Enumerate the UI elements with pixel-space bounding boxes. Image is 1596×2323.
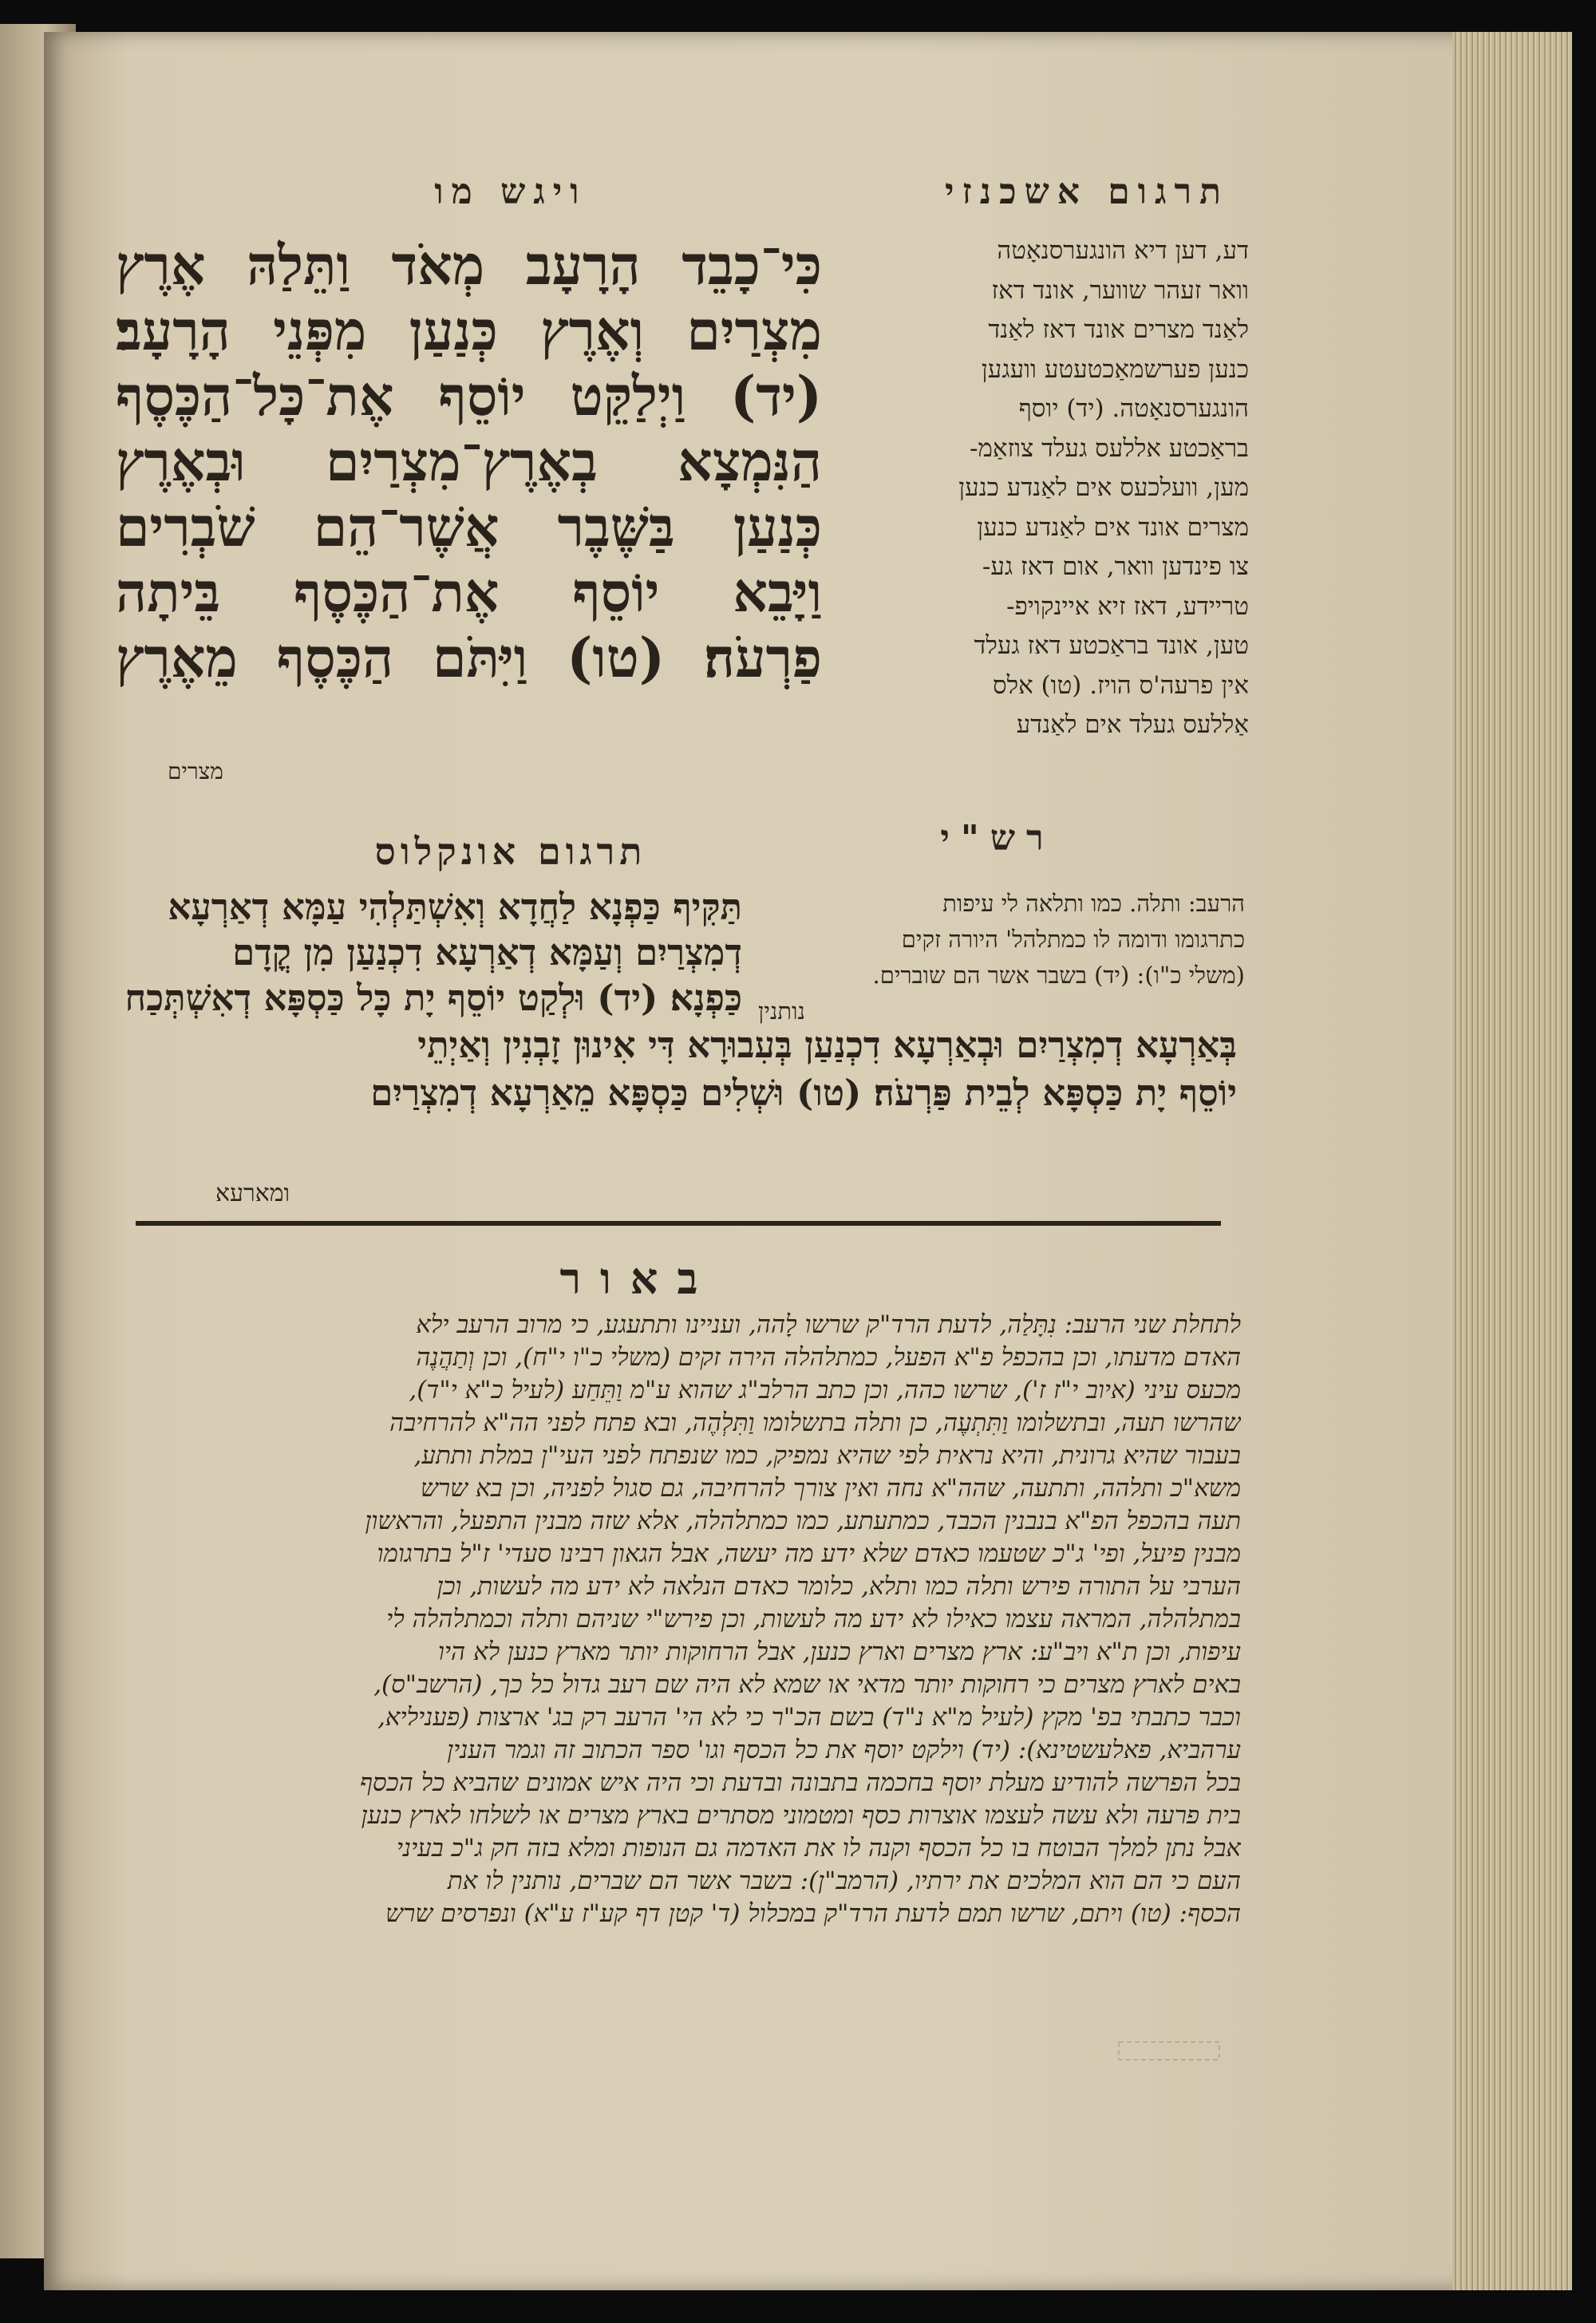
- biur-line: מבנין פיעל, ופי' ג"כ שטעמו כאדם שלא ידע מה יעשה, אבל הגאון רבינו סעדי' ז"ל בתרגומו: [377, 1539, 1241, 1568]
- biur-line: תעה בהכפל הפ"א בנבנין הכבד, כמתעתע, כמו כמתלהלה, אלא שזה מבנין התפעל, והראשון: [365, 1507, 1241, 1535]
- rashi-line: הרעב: ותלה. כמו ותלאה לי עיפות: [942, 890, 1245, 917]
- catchword: מצרים: [168, 758, 223, 784]
- onkelos-title: תרגום אונקלוס: [374, 830, 647, 873]
- biur-line: בית פרעה ולא עשה לעצמו אוצרות כסף ומטמוני מסתרים בארץ מצרים או לשלחו לארץ כנען: [361, 1801, 1241, 1830]
- hebrew-line: כִּי־כָבֵד הָרָעָב מְאֹד וַתֵּלַהּ אֶרֶץ: [116, 234, 822, 298]
- hebrew-torah-text: [116, 233, 822, 691]
- biur-line: ערהביא, פאלעשטינא): (יד) וילקט יוסף את כל הכסף וגו' ספר הכתוב זה וגמר הענין: [447, 1736, 1241, 1764]
- onkelos-line: תַּקִּיף כַּפְנָא לַחֲדָא וְאִשְׁתַּלְהִי עַמָּא דְאַרְעָא: [168, 886, 742, 928]
- biur-line: שהרשו תעה, ובתשלומו וַתִּתְעֶה, כן ותלה בתשלומו וַתִּלְהֶה, ובא פתח לפני הה"א להרחיבה: [389, 1408, 1241, 1437]
- yiddish-line: אַללעס געלד אים לאַנדע: [1016, 710, 1249, 739]
- onkelos-line: דְמִצְרַיִם וְעַמָּא דְאַרְעָא דִכְנַעַן מִן קֳדָם: [232, 931, 742, 974]
- yiddish-line: וואר זעהר שווער, אונד דאז: [991, 275, 1249, 305]
- hebrew-line: (יד) וַיְלַקֵּט יוֹסֵף אֶת־כָּל־הַכֶּסֶף: [116, 365, 822, 429]
- hebrew-line: פַרְעֹה׃ (טו) וַיִּתֹּם הַכֶּסֶף מֵאֶרֶץ: [116, 626, 822, 690]
- yiddish-line: אין פרעה'ס הויז. (טו) אלס: [992, 670, 1249, 700]
- biur-line: אבל נתן למלך הבוטח בו כל הכסף וקנה לו את האדמה גם הנופות ומלא בזה חק ג"כ בעיני: [396, 1834, 1241, 1863]
- yiddish-line: טען, אונד בראַכטע דאז געלד: [974, 631, 1249, 660]
- onkelos-text: [120, 884, 742, 1021]
- faded-stamp: [1117, 2039, 1221, 2063]
- biur-line: עיפות, וכן ת"א ויב"ע: ארץ מצרים וארץ כנען, אבל הרחוקות יותר מארץ כנען לא היו: [437, 1638, 1241, 1666]
- hebrew-line: כְּנַעַן בַּשֶּׁבֶר אֲשֶׁר־הֵם שֹׁבְרִים: [116, 496, 822, 559]
- rashi-line: (משלי כ"ו): (יד) בשבר אשר הם שוברים.: [872, 962, 1245, 989]
- biur-line: בכל הפרשה להודיע מעלת יוסף בחכמה בתבונה ובדעת וכי היה איש אמונים שהביא כל הכסף: [359, 1768, 1241, 1797]
- biur-line: האדם מדעתו, וכן בהכפל פ"א הפעל, כמתלהלה הירה זקים (משלי כ"ו י"ח), וכן וְתַהֲנֶה: [416, 1343, 1241, 1372]
- biur-line: העם כי הם הוא המלכים את ירתיו, (הרמב"ן): בשבר אשר הם שברים, נותנין לו את: [447, 1867, 1241, 1895]
- biur-line: באים לארץ מצרים כי רחוקות יותר מדאי או שמא לא היה שם רעב גדול כל כך, (הרשב"ס),: [373, 1670, 1241, 1699]
- onkelos-line: כַּפְנָא׃ (יד) וּלְקַט יוֹסֵף יָת כָּל כַּסְפָּא דְאִשְׁתְּכַח: [124, 977, 742, 1019]
- yiddish-line: לאַנד מצרים אונד דאז לאַנד: [988, 315, 1249, 344]
- onkelos-text-continued: [120, 1021, 1237, 1117]
- hebrew-line: וַיָּבֵא יוֹסֵף אֶת־הַכֶּסֶף בֵּיתָה: [116, 561, 822, 625]
- header-parasha-chapter: ויגש מו: [434, 172, 587, 212]
- page-edges: [1452, 32, 1572, 2290]
- yiddish-line: כנען פערשמאַכטעטע וועגען: [981, 354, 1249, 384]
- biur-line: לתחלת שני הרעב: נִתָּלַה, לדעת הרד"ק שרשו לָהה, ועניינו ותתעגע, כי מרוב הרעב ילא: [416, 1310, 1241, 1339]
- onkelos-line: יוֹסֵף יָת כַּסְפָּא לְבֵית פַּרְעֹה׃ (טו) וּשְׁלִים כַּסְפָּא מֵאַרְעָא דְמִצְרַיִם: [370, 1072, 1237, 1114]
- biur-title: באור: [559, 1253, 717, 1304]
- biur-commentary: [124, 1309, 1241, 1930]
- rashi-line: נותנין: [758, 998, 805, 1025]
- biur-line: הכסף: (טו) ויתם, שרשו תמם לדעת הרד"ק במכלול (ד' קטן דף קע"ז ע"א) ונפרסים שרש: [385, 1899, 1241, 1928]
- yiddish-line: בראַכטע אללעס געלד צוזאַמ-: [970, 433, 1249, 463]
- yiddish-line: צו פינדען וואר, אום דאז גע-: [982, 552, 1249, 581]
- hebrew-line: הַנִּמְצָא בְאֶרֶץ־מִצְרַיִם וּבְאֶרֶץ: [116, 430, 822, 494]
- header-targum-ashkenazi: תרגום אשכנזי: [944, 172, 1229, 212]
- yiddish-line: טריידע, דאז זיא איינקויפ-: [1006, 591, 1249, 621]
- yiddish-line: הונגערסנאָטה. (יד) יוסף: [1018, 394, 1249, 423]
- yiddish-line: דע, דען דיא הונגערסנאָטה: [997, 236, 1249, 265]
- biur-line: בעבור שהיא גרונית, והיא נראית לפי שהיא נמפיק, כמו שנפתח לפני העי"ן במלת ותתע,: [413, 1441, 1241, 1470]
- yiddish-line: מען, וועלכעס אים לאַנדע כנען: [958, 473, 1249, 502]
- section-divider: [136, 1221, 1221, 1226]
- rashi-title: רש"י: [940, 818, 1055, 859]
- hebrew-line: מִצְרַיִם וְאֶרֶץ כְּנַעַן מִפְּנֵי הָרָעָב׃: [116, 299, 822, 363]
- rashi-line: כתרגומו ודומה לו כמתלהל' היורה זקים: [901, 926, 1245, 953]
- yiddish-column: [858, 231, 1249, 745]
- biur-line: וכבר כתבתי בפ' מקץ (לעיל מ"א נ"ד) בשם הכ"ר כי לא הי' הרעב רק בג' ארצות (פעניליא,: [377, 1703, 1241, 1732]
- biur-line: משא"כ ותלהה, ותתעה, שהה"א נחה ואין צורך להרחיבה, גם סגול לפניה, וכן בא שרש: [420, 1474, 1241, 1503]
- biur-line: במתלהלה, המראה עצמו כאילו לא ידע מה לעשות, וכן פירש"י שניהם ותלה וכמתלהלה לי: [386, 1605, 1241, 1634]
- yiddish-line: מצרים אונד אים לאַנדע כנען: [977, 512, 1249, 542]
- biur-line: מכעס עיני (איוב י"ז ז'), שרשו כהה, וכן כתב הרלב"ג שהוא ע"מ וַתֵּחַע (לעיל כ"א י"ד),: [409, 1376, 1241, 1404]
- onkelos-line: בְּאַרְעָא דְמִצְרַיִם וּבְאַרְעָא דִכְנַעַן בְּעִבוּרָא דִּי אִינוּן זָבְנִין וְאַיְתֵי: [417, 1024, 1237, 1066]
- rashi-commentary: [758, 886, 1245, 1029]
- catchword: ומארעא: [215, 1179, 290, 1207]
- biur-line: הערבי על התורה פירש ותלה כמו ותלא, כלומר כאדם הנלאה לא ידע מה לעשות, וכן: [437, 1572, 1241, 1601]
